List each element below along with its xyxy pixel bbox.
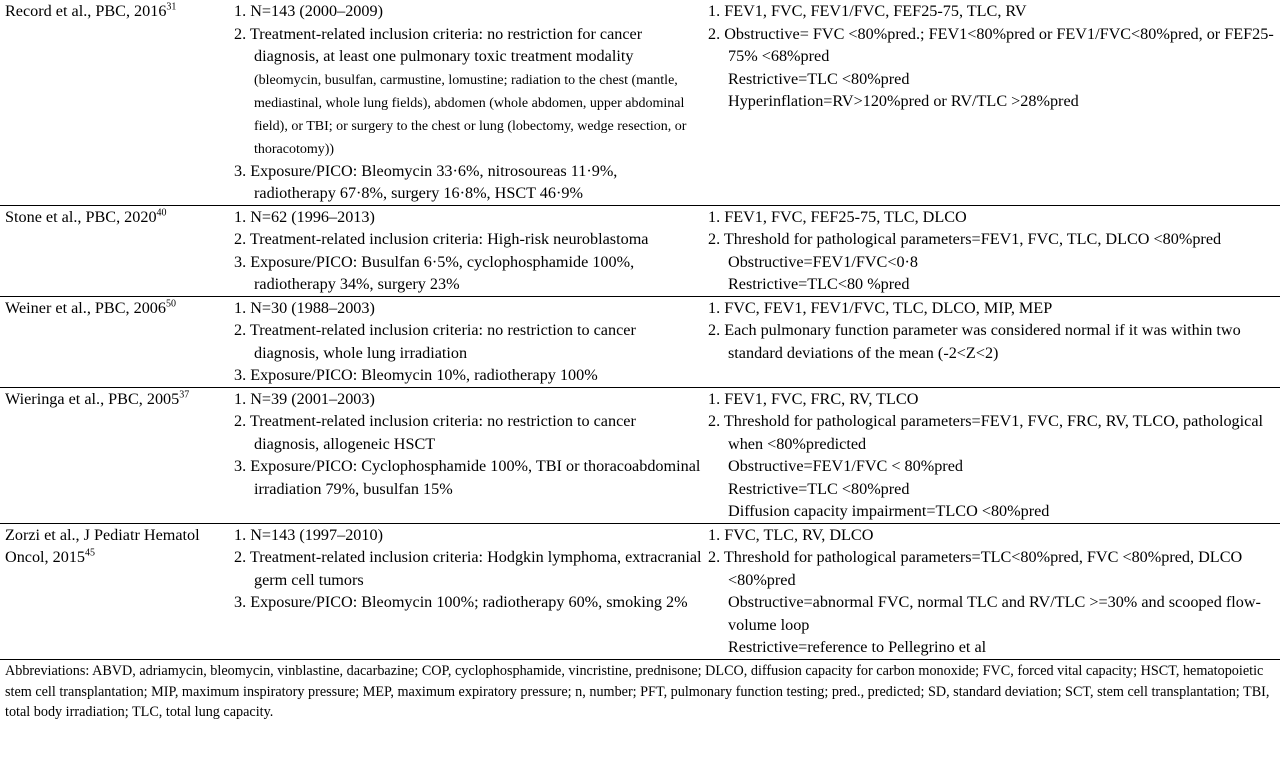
outcome-cell <box>706 523 1280 659</box>
exposure: 3. Exposure/PICO: Cyclophosphamide 100%, TBI or thoracoabdominal irradiation 79%, busulfan 15% <box>234 457 701 498</box>
study-cell <box>0 387 228 523</box>
study-citation: Zorzi et al., J Pediatr Hematol Oncol, 2015 <box>5 525 200 566</box>
outcome-definition: Restrictive=TLC <80%pred <box>728 479 910 498</box>
outcome-item: 2. Threshold for pathological parameters=FEV1, FVC, FRC, RV, TLCO, pathological when <80%predicted <box>708 412 1264 453</box>
design-cell <box>228 0 706 205</box>
reference-number: 50 <box>166 298 176 310</box>
study-cell <box>0 205 228 296</box>
inclusion-criteria: 2. Treatment-related inclusion criteria: no restriction to cancer diagnosis, allogeneic HSCT <box>234 412 636 453</box>
inclusion-criteria: 2. Treatment-related inclusion criteria: no restriction to cancer diagnosis, whole lung irradiation <box>234 321 636 362</box>
sample-size: 1. N=143 (2000–2009) <box>234 2 383 20</box>
outcome-cell <box>706 205 1280 296</box>
outcome-item: 2. Obstructive= FVC <80%pred.; FEV1<80%pred or FEV1/FVC<80%pred, or FEF25-75% <68%pred <box>708 24 1274 65</box>
outcome-item: 1. FVC, FEV1, FEV1/FVC, TLC, DLCO, MIP, MEP <box>708 298 1053 317</box>
outcome-definition: Obstructive=abnormal FVC, normal TLC and RV/TLC >=30% and scooped flow-volume loop <box>728 593 1261 634</box>
table-row <box>0 0 1280 205</box>
outcome-definition: Restrictive=reference to Pellegrino et al <box>728 638 987 656</box>
outcome-item: 1. FEV1, FVC, FRC, RV, TLCO <box>708 389 919 408</box>
outcome-definition: Obstructive=FEV1/FVC < 80%pred <box>728 457 963 475</box>
study-citation: Wieringa et al., PBC, 2005 <box>5 389 180 408</box>
study-citation: Record et al., PBC, 2016 <box>5 2 167 20</box>
reference-number: 37 <box>179 389 190 401</box>
outcome-item: 2. Each pulmonary function parameter was considered normal if it was within two standard deviations of the mean (-2<Z<2) <box>708 321 1241 362</box>
reference-number: 45 <box>85 547 96 559</box>
outcome-definition: Hyperinflation=RV>120%pred or RV/TLC >28%pred <box>728 92 1079 110</box>
sample-size: 1. N=143 (1997–2010) <box>234 525 383 544</box>
inclusion-criteria-detail: (bleomycin, busulfan, carmustine, lomustine; radiation to the chest (mantle, mediastinal, whole lung fields), abdomen (whole abdomen, upper abdominal field), or TBI; or surgery to the chest or lung (lobectomy, wedge resection, or thoracotomy)) <box>254 72 687 157</box>
exposure: 3. Exposure/PICO: Busulfan 6·5%, cyclophosphamide 100%, radiotherapy 34%, surgery 23% <box>234 252 635 293</box>
outcome-cell <box>706 0 1280 205</box>
outcome-item: 2. Threshold for pathological parameters=FEV1, FVC, TLC, DLCO <80%pred <box>708 230 1222 248</box>
table-row <box>0 387 1280 523</box>
outcome-item: 1. FVC, TLC, RV, DLCO <box>708 525 874 544</box>
abbreviations-footnote: Abbreviations: ABVD, adriamycin, bleomycin, vinblastine, dacarbazine; COP, cyclophosphamide, vincristine, prednisone; DLCO, diffusion capacity for carbon monoxide; FVC, forced vital capacity; HSCT, hematopoietic stem cell transplantation; MIP, maximum inspiratory pressure; MEP, maximum expiratory pressure; n, number; PFT, pulmonary function testing; pred., predicted; SD, standard deviation; SCT, stem cell transplantation; TBI, total body irradiation; TLC, total lung capacity. <box>5 663 1270 720</box>
outcome-definition: Restrictive=TLC <80%pred <box>728 69 910 88</box>
study-cell <box>0 0 228 205</box>
study-citation: Stone et al., PBC, 2020 <box>5 207 157 226</box>
outcome-definition: Diffusion capacity impairment=TLCO <80%pred <box>728 502 1050 520</box>
design-cell <box>228 205 706 296</box>
table-row <box>0 296 1280 387</box>
reference-number: 40 <box>156 207 167 219</box>
design-cell <box>228 523 706 659</box>
design-cell <box>228 296 706 387</box>
exposure: 3. Exposure/PICO: Bleomycin 100%; radiotherapy 60%, smoking 2% <box>234 593 688 611</box>
exposure: 3. Exposure/PICO: Bleomycin 10%, radiotherapy 100% <box>234 366 598 384</box>
design-cell <box>228 387 706 523</box>
outcome-definition: Restrictive=TLC<80 %pred <box>728 275 910 293</box>
inclusion-criteria-main: 2. Treatment-related inclusion criteria: no restriction for cancer diagnosis, at least one pulmonary toxic treatment modality <box>234 24 643 65</box>
sample-size: 1. N=30 (1988–2003) <box>234 298 375 317</box>
study-cell <box>0 296 228 387</box>
inclusion-criteria: 2. Treatment-related inclusion criteria: Hodgkin lymphoma, extracranial germ cell tumors <box>234 548 702 589</box>
sample-size: 1. N=39 (2001–2003) <box>234 389 375 408</box>
table-row <box>0 205 1280 296</box>
outcome-cell <box>706 296 1280 387</box>
outcome-definition: Obstructive=FEV1/FVC<0·8 <box>728 252 919 271</box>
outcome-cell <box>706 387 1280 523</box>
outcome-item: 2. Threshold for pathological parameters=TLC<80%pred, FVC <80%pred, DLCO <80%pred <box>708 548 1243 589</box>
outcome-item: 1. FEV1, FVC, FEV1/FVC, FEF25-75, TLC, RV <box>708 2 1027 20</box>
sample-size: 1. N=62 (1996–2013) <box>234 207 375 226</box>
reference-number: 31 <box>166 1 177 13</box>
study-citation: Weiner et al., PBC, 2006 <box>5 298 166 317</box>
inclusion-criteria: 2. Treatment-related inclusion criteria: High-risk neuroblastoma <box>234 230 649 248</box>
outcome-item: 1. FEV1, FVC, FEF25-75, TLC, DLCO <box>708 207 967 226</box>
study-cell <box>0 523 228 659</box>
table-row <box>0 523 1280 659</box>
inclusion-criteria <box>234 23 702 160</box>
exposure: 3. Exposure/PICO: Bleomycin 33·6%, nitrosoureas 11·9%, radiotherapy 67·8%, surgery 16·8%, HSCT 46·9% <box>234 161 618 202</box>
